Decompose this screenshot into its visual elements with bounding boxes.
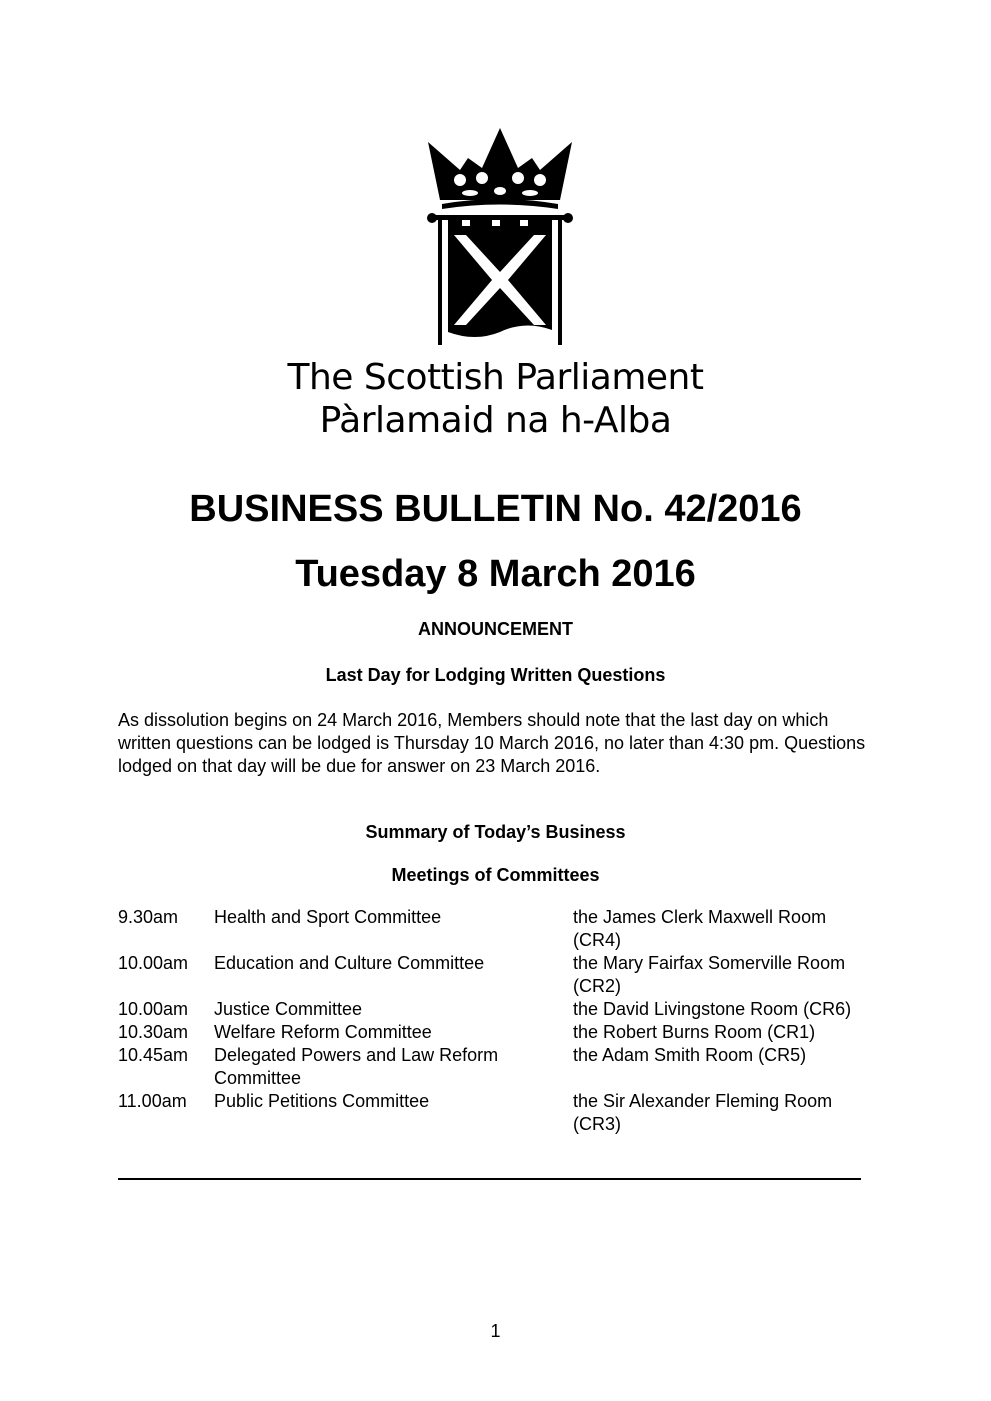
page-number: 1 — [490, 1321, 501, 1341]
meeting-room: the James Clerk Maxwell Room (CR4) — [573, 907, 827, 950]
meetings-heading: Meetings of Committees — [391, 865, 600, 885]
bulletin-title: BUSINESS BULLETIN No. 42/2016 — [189, 488, 802, 530]
meetings-table — [118, 906, 868, 1136]
meeting-time: 11.00am — [118, 1091, 187, 1111]
meeting-time: 10.45am — [118, 1045, 189, 1065]
meeting-committee: Education and Culture Committee — [214, 953, 485, 973]
meeting-time: 10.00am — [118, 953, 189, 973]
organisation-name-english: The Scottish Parliament — [287, 357, 704, 398]
meeting-committee: Public Petitions Committee — [214, 1091, 430, 1111]
meeting-time: 10.30am — [118, 1022, 189, 1042]
meeting-committee: Health and Sport Committee — [214, 907, 442, 927]
table-row — [118, 906, 868, 952]
table-row — [118, 1021, 868, 1044]
horizontal-divider — [118, 1178, 861, 1180]
table-row — [118, 998, 868, 1021]
meeting-room: the Adam Smith Room (CR5) — [573, 1045, 807, 1065]
scottish-parliament-crest-icon — [420, 120, 580, 350]
meeting-room: the Robert Burns Room (CR1) — [573, 1022, 816, 1042]
announcement-body: As dissolution begins on 24 March 2016, Members should note that the last day on which written questions can be lodged is Thursday 10 March 2016, no later than 4:30 pm. Questions lodged on that day will be due for answer on 23 March 2016. — [118, 710, 866, 776]
meeting-committee: Justice Committee — [214, 999, 363, 1019]
summary-heading: Summary of Today’s Business — [365, 822, 626, 842]
table-row — [118, 952, 868, 998]
table-row — [118, 1044, 868, 1090]
bulletin-date: Tuesday 8 March 2016 — [295, 553, 696, 595]
meeting-room: the Sir Alexander Fleming Room (CR3) — [573, 1091, 833, 1134]
organisation-name-gaelic: Pàrlamaid na h-Alba — [319, 400, 672, 441]
announcement-heading: ANNOUNCEMENT — [418, 619, 573, 639]
meeting-committee: Delegated Powers and Law Reform Committee — [214, 1045, 499, 1088]
meeting-room: the David Livingstone Room (CR6) — [573, 999, 852, 1019]
meeting-room: the Mary Fairfax Somerville Room (CR2) — [573, 953, 846, 996]
meeting-time: 10.00am — [118, 999, 189, 1019]
table-row — [118, 1090, 868, 1136]
announcement-subheading: Last Day for Lodging Written Questions — [325, 665, 666, 685]
meeting-time: 9.30am — [118, 907, 179, 927]
meeting-committee: Welfare Reform Committee — [214, 1022, 432, 1042]
